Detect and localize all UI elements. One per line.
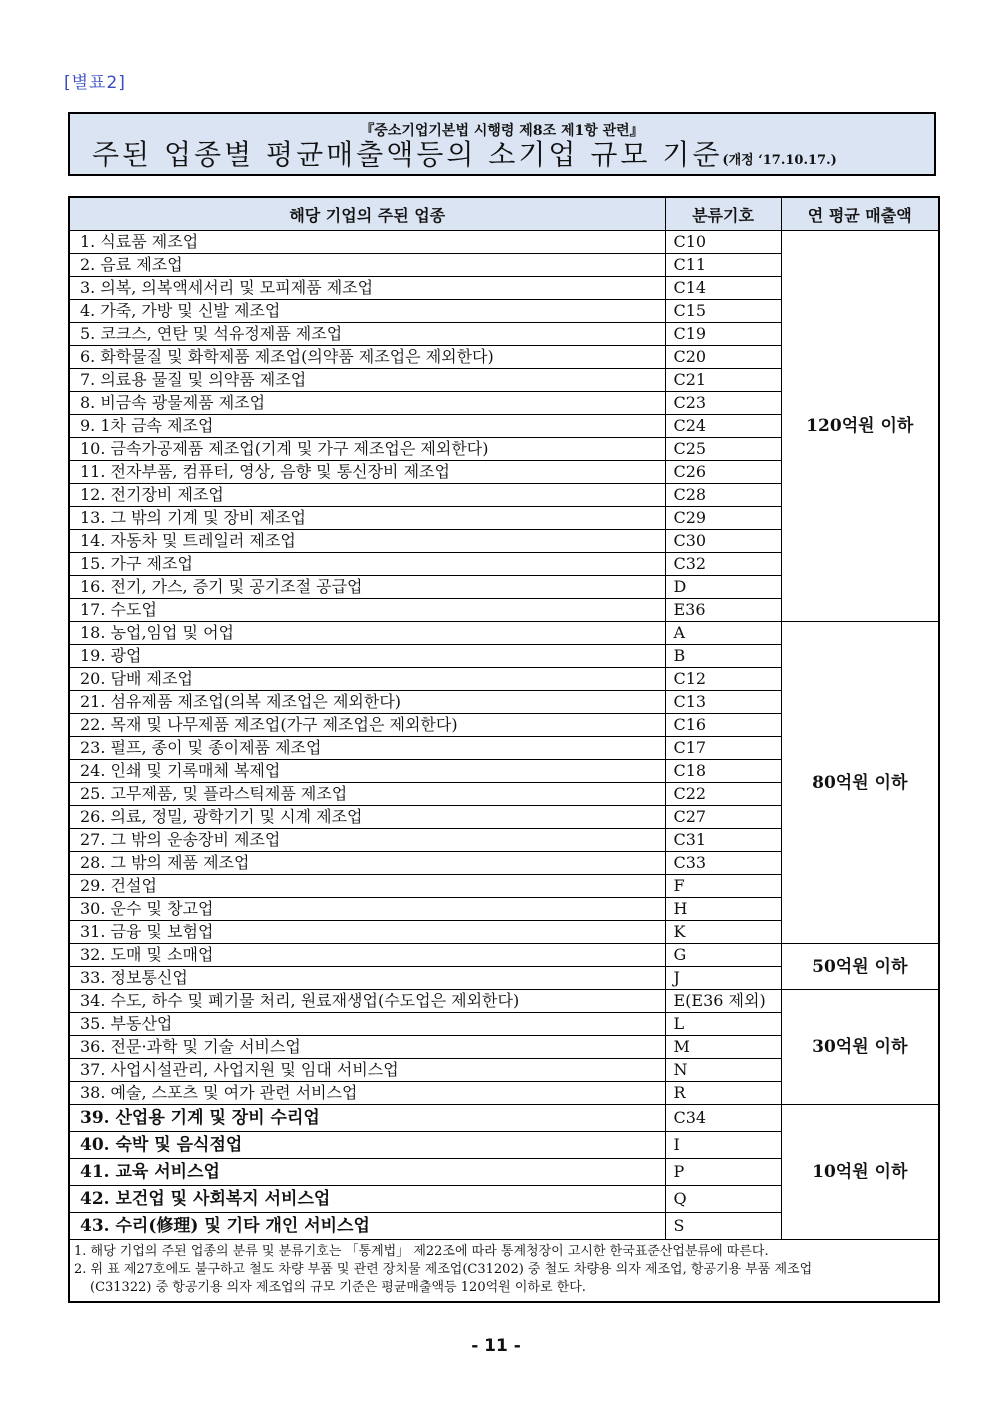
footnote-line: 2. 위 표 제27호에도 불구하고 철도 차량 부품 및 관련 장치물 제조업(C31202) 중 철도 차량용 의자 제조업, 항공기용 부품 제조업: [74, 1262, 813, 1277]
industry-cell: 23. 펄프, 종이 및 종이제품 제조업: [69, 737, 665, 760]
code-cell: C13: [665, 691, 781, 714]
title-revision-note: (개정 ‘17.10.17.): [722, 153, 837, 168]
revenue-threshold-cell: 50억원 이하: [781, 944, 939, 990]
code-cell: C27: [665, 806, 781, 829]
title-box: [68, 112, 936, 176]
code-cell: C15: [665, 300, 781, 323]
industry-cell: 38. 예술, 스포츠 및 여가 관련 서비스업: [69, 1082, 665, 1105]
revenue-threshold-cell: 80억원 이하: [781, 622, 939, 944]
code-cell: C29: [665, 507, 781, 530]
code-cell: C33: [665, 852, 781, 875]
code-cell: C30: [665, 530, 781, 553]
industry-cell: 31. 금융 및 보험업: [69, 921, 665, 944]
industry-cell: 41. 교육 서비스업: [69, 1159, 665, 1186]
industry-cell: 20. 담배 제조업: [69, 668, 665, 691]
code-cell: C16: [665, 714, 781, 737]
code-cell: M: [665, 1036, 781, 1059]
industry-cell: 9. 1차 금속 제조업: [69, 415, 665, 438]
industry-cell: 25. 고무제품, 및 플라스틱제품 제조업: [69, 783, 665, 806]
table-row: [69, 944, 939, 967]
industry-cell: 40. 숙박 및 음식점업: [69, 1132, 665, 1159]
industry-cell: 26. 의료, 정밀, 광학기기 및 시계 제조업: [69, 806, 665, 829]
code-cell: H: [665, 898, 781, 921]
annex-label: [별표2]: [64, 73, 126, 93]
industry-cell: 5. 코크스, 연탄 및 석유정제품 제조업: [69, 323, 665, 346]
industry-cell: 13. 그 밖의 기계 및 장비 제조업: [69, 507, 665, 530]
code-cell: C32: [665, 553, 781, 576]
title-subtitle: 『중소기업기본법 시행령 제8조 제1항 관련』: [360, 123, 644, 139]
industry-cell: 11. 전자부품, 컴퓨터, 영상, 음향 및 통신장비 제조업: [69, 461, 665, 484]
notes-row: [69, 1240, 939, 1303]
code-cell: C17: [665, 737, 781, 760]
industry-cell: 14. 자동차 및 트레일러 제조업: [69, 530, 665, 553]
industry-cell: 32. 도매 및 소매업: [69, 944, 665, 967]
header-revenue: 연 평균 매출액: [781, 197, 939, 231]
code-cell: C10: [665, 231, 781, 254]
code-cell: C14: [665, 277, 781, 300]
code-cell: B: [665, 645, 781, 668]
size-criteria-table: [68, 196, 940, 1303]
code-cell: D: [665, 576, 781, 599]
code-cell: R: [665, 1082, 781, 1105]
code-cell: C23: [665, 392, 781, 415]
title-main-text: 주된 업종별 평균매출액등의 소기업 규모 기준: [92, 138, 723, 171]
table-row: [69, 622, 939, 645]
industry-cell: 29. 건설업: [69, 875, 665, 898]
industry-cell: 33. 정보통신업: [69, 967, 665, 990]
code-cell: C28: [665, 484, 781, 507]
code-cell: C18: [665, 760, 781, 783]
table-row: [69, 990, 939, 1013]
code-cell: N: [665, 1059, 781, 1082]
industry-cell: 42. 보건업 및 사회복지 서비스업: [69, 1186, 665, 1213]
code-cell: G: [665, 944, 781, 967]
footnote-line: (C31322) 중 항공기용 의자 제조업의 규모 기준은 평균매출액등 120억원 이하로 한다.: [90, 1280, 586, 1295]
code-cell: C26: [665, 461, 781, 484]
industry-cell: 28. 그 밖의 제품 제조업: [69, 852, 665, 875]
code-cell: C31: [665, 829, 781, 852]
industry-cell: 3. 의복, 의복액세서리 및 모피제품 제조업: [69, 277, 665, 300]
code-cell: C34: [665, 1105, 781, 1132]
table-header-row: [69, 197, 939, 231]
code-cell: C22: [665, 783, 781, 806]
title-main: [92, 136, 837, 180]
code-cell: F: [665, 875, 781, 898]
industry-cell: 17. 수도업: [69, 599, 665, 622]
industry-cell: 10. 금속가공제품 제조업(기계 및 가구 제조업은 제외한다): [69, 438, 665, 461]
industry-cell: 22. 목재 및 나무제품 제조업(가구 제조업은 제외한다): [69, 714, 665, 737]
industry-cell: 39. 산업용 기계 및 장비 수리업: [69, 1105, 665, 1132]
code-cell: L: [665, 1013, 781, 1036]
industry-cell: 7. 의료용 물질 및 의약품 제조업: [69, 369, 665, 392]
industry-cell: 8. 비금속 광물제품 제조업: [69, 392, 665, 415]
code-cell: E(E36 제외): [665, 990, 781, 1013]
industry-cell: 1. 식료품 제조업: [69, 231, 665, 254]
code-cell: I: [665, 1132, 781, 1159]
industry-cell: 24. 인쇄 및 기록매체 복제업: [69, 760, 665, 783]
code-cell: C19: [665, 323, 781, 346]
industry-cell: 36. 전문·과학 및 기술 서비스업: [69, 1036, 665, 1059]
industry-cell: 27. 그 밖의 운송장비 제조업: [69, 829, 665, 852]
industry-cell: 6. 화학물질 및 화학제품 제조업(의약품 제조업은 제외한다): [69, 346, 665, 369]
industry-cell: 34. 수도, 하수 및 폐기물 처리, 원료재생업(수도업은 제외한다): [69, 990, 665, 1013]
revenue-threshold-cell: 30억원 이하: [781, 990, 939, 1105]
code-cell: Q: [665, 1186, 781, 1213]
notes-cell: [69, 1240, 939, 1303]
code-cell: C12: [665, 668, 781, 691]
industry-cell: 35. 부동산업: [69, 1013, 665, 1036]
header-code: 분류기호: [665, 197, 781, 231]
table-row: [69, 231, 939, 254]
code-cell: P: [665, 1159, 781, 1186]
code-cell: E36: [665, 599, 781, 622]
code-cell: C11: [665, 254, 781, 277]
code-cell: C21: [665, 369, 781, 392]
code-cell: C20: [665, 346, 781, 369]
code-cell: C25: [665, 438, 781, 461]
industry-cell: 12. 전기장비 제조업: [69, 484, 665, 507]
industry-cell: 15. 가구 제조업: [69, 553, 665, 576]
industry-cell: 18. 농업,임업 및 어업: [69, 622, 665, 645]
industry-cell: 4. 가죽, 가방 및 신발 제조업: [69, 300, 665, 323]
code-cell: C24: [665, 415, 781, 438]
industry-cell: 43. 수리(修理) 및 기타 개인 서비스업: [69, 1213, 665, 1240]
industry-cell: 2. 음료 제조업: [69, 254, 665, 277]
code-cell: A: [665, 622, 781, 645]
industry-cell: 16. 전기, 가스, 증기 및 공기조절 공급업: [69, 576, 665, 599]
revenue-threshold-cell: 120억원 이하: [781, 231, 939, 622]
header-industry: 해당 기업의 주된 업종: [69, 197, 665, 231]
table-row: [69, 1105, 939, 1132]
industry-cell: 30. 운수 및 창고업: [69, 898, 665, 921]
page-number: - 11 -: [471, 1336, 521, 1356]
industry-cell: 19. 광업: [69, 645, 665, 668]
footnote-line: 1. 해당 기업의 주된 업종의 분류 및 분류기호는 「통계법」 제22조에 따라 통계청장이 고시한 한국표준산업분류에 따른다.: [74, 1244, 769, 1259]
revenue-threshold-cell: 10억원 이하: [781, 1105, 939, 1240]
code-cell: J: [665, 967, 781, 990]
table-body: [69, 231, 939, 1303]
code-cell: S: [665, 1213, 781, 1240]
industry-cell: 21. 섬유제품 제조업(의복 제조업은 제외한다): [69, 691, 665, 714]
industry-cell: 37. 사업시설관리, 사업지원 및 임대 서비스업: [69, 1059, 665, 1082]
code-cell: K: [665, 921, 781, 944]
